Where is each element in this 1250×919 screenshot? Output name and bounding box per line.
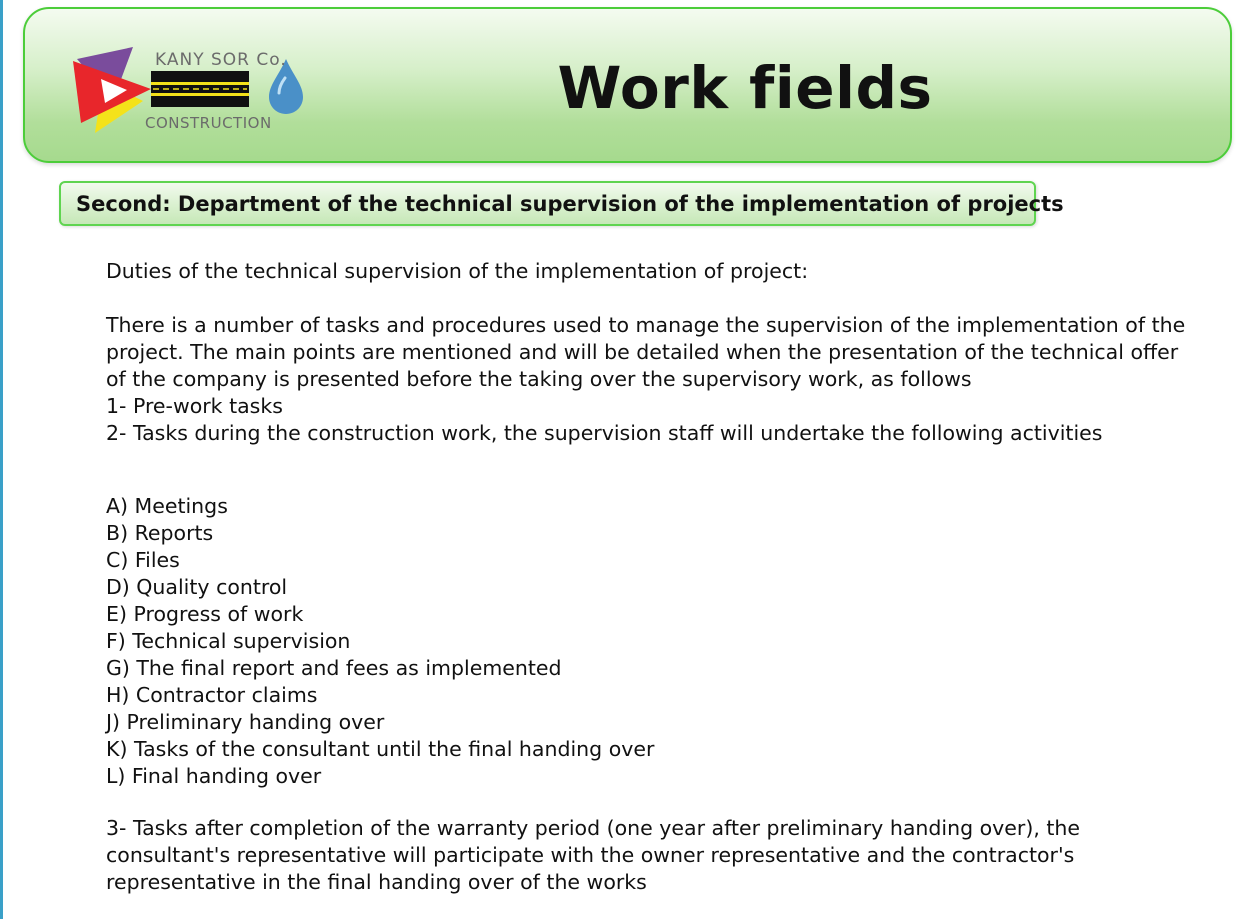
list-item: B) Reports — [106, 521, 214, 545]
section-heading-banner — [59, 181, 1064, 226]
list-item: A) Meetings — [106, 494, 228, 518]
activities-list — [106, 493, 1246, 790]
logo-road-bottom — [151, 96, 249, 107]
logo-road-stripe — [151, 82, 249, 85]
list-item: H) Contractor claims — [106, 683, 318, 707]
list-item: D) Quality control — [106, 575, 288, 599]
logo-tagline: CONSTRUCTION — [145, 114, 272, 132]
list-item: C) Files — [106, 548, 180, 572]
intro-line: of the company is presented before the taking over the supervisory work, as follows — [106, 367, 972, 391]
logo-company-name: KANY SOR Co. — [155, 50, 287, 70]
intro-line: 1- Pre-work tasks — [106, 394, 283, 418]
logo-road-top — [151, 71, 249, 82]
list-item: J) Preliminary handing over — [106, 710, 385, 734]
company-logo — [73, 41, 303, 133]
intro-line: project. The main points are mentioned and will be detailed when the presentation of the technical offer — [106, 340, 1179, 364]
duties-heading: Duties of the technical supervision of the implementation of project: — [106, 259, 809, 283]
closing-paragraph — [106, 815, 1246, 896]
list-item: K) Tasks of the consultant until the final handing over — [106, 737, 655, 761]
closing-line: 3- Tasks after completion of the warranty period (one year after preliminary handing over), the — [106, 816, 1081, 840]
list-item: L) Final handing over — [106, 764, 322, 788]
logo-road-stripe-2 — [151, 93, 249, 96]
intro-line: There is a number of tasks and procedures used to manage the supervision of the implementation of the — [106, 313, 1186, 337]
list-item: E) Progress of work — [106, 602, 304, 626]
section-heading: Second: Department of the technical supervision of the implementation of projects — [76, 192, 1064, 216]
kany-sor-logo-graphic — [73, 41, 303, 133]
list-item: G) The final report and fees as implemented — [106, 656, 562, 680]
closing-line: representative in the final handing over of the works — [106, 870, 647, 894]
main-content — [106, 258, 1246, 896]
list-item: F) Technical supervision — [106, 629, 351, 653]
intro-paragraph — [106, 312, 1246, 447]
page-title: Work fields — [557, 54, 933, 122]
intro-line: 2- Tasks during the construction work, the supervision staff will undertake the following activities — [106, 421, 1103, 445]
closing-line: consultant's representative will participate with the owner representative and the contractor's — [106, 843, 1075, 867]
header-banner — [23, 7, 1232, 163]
